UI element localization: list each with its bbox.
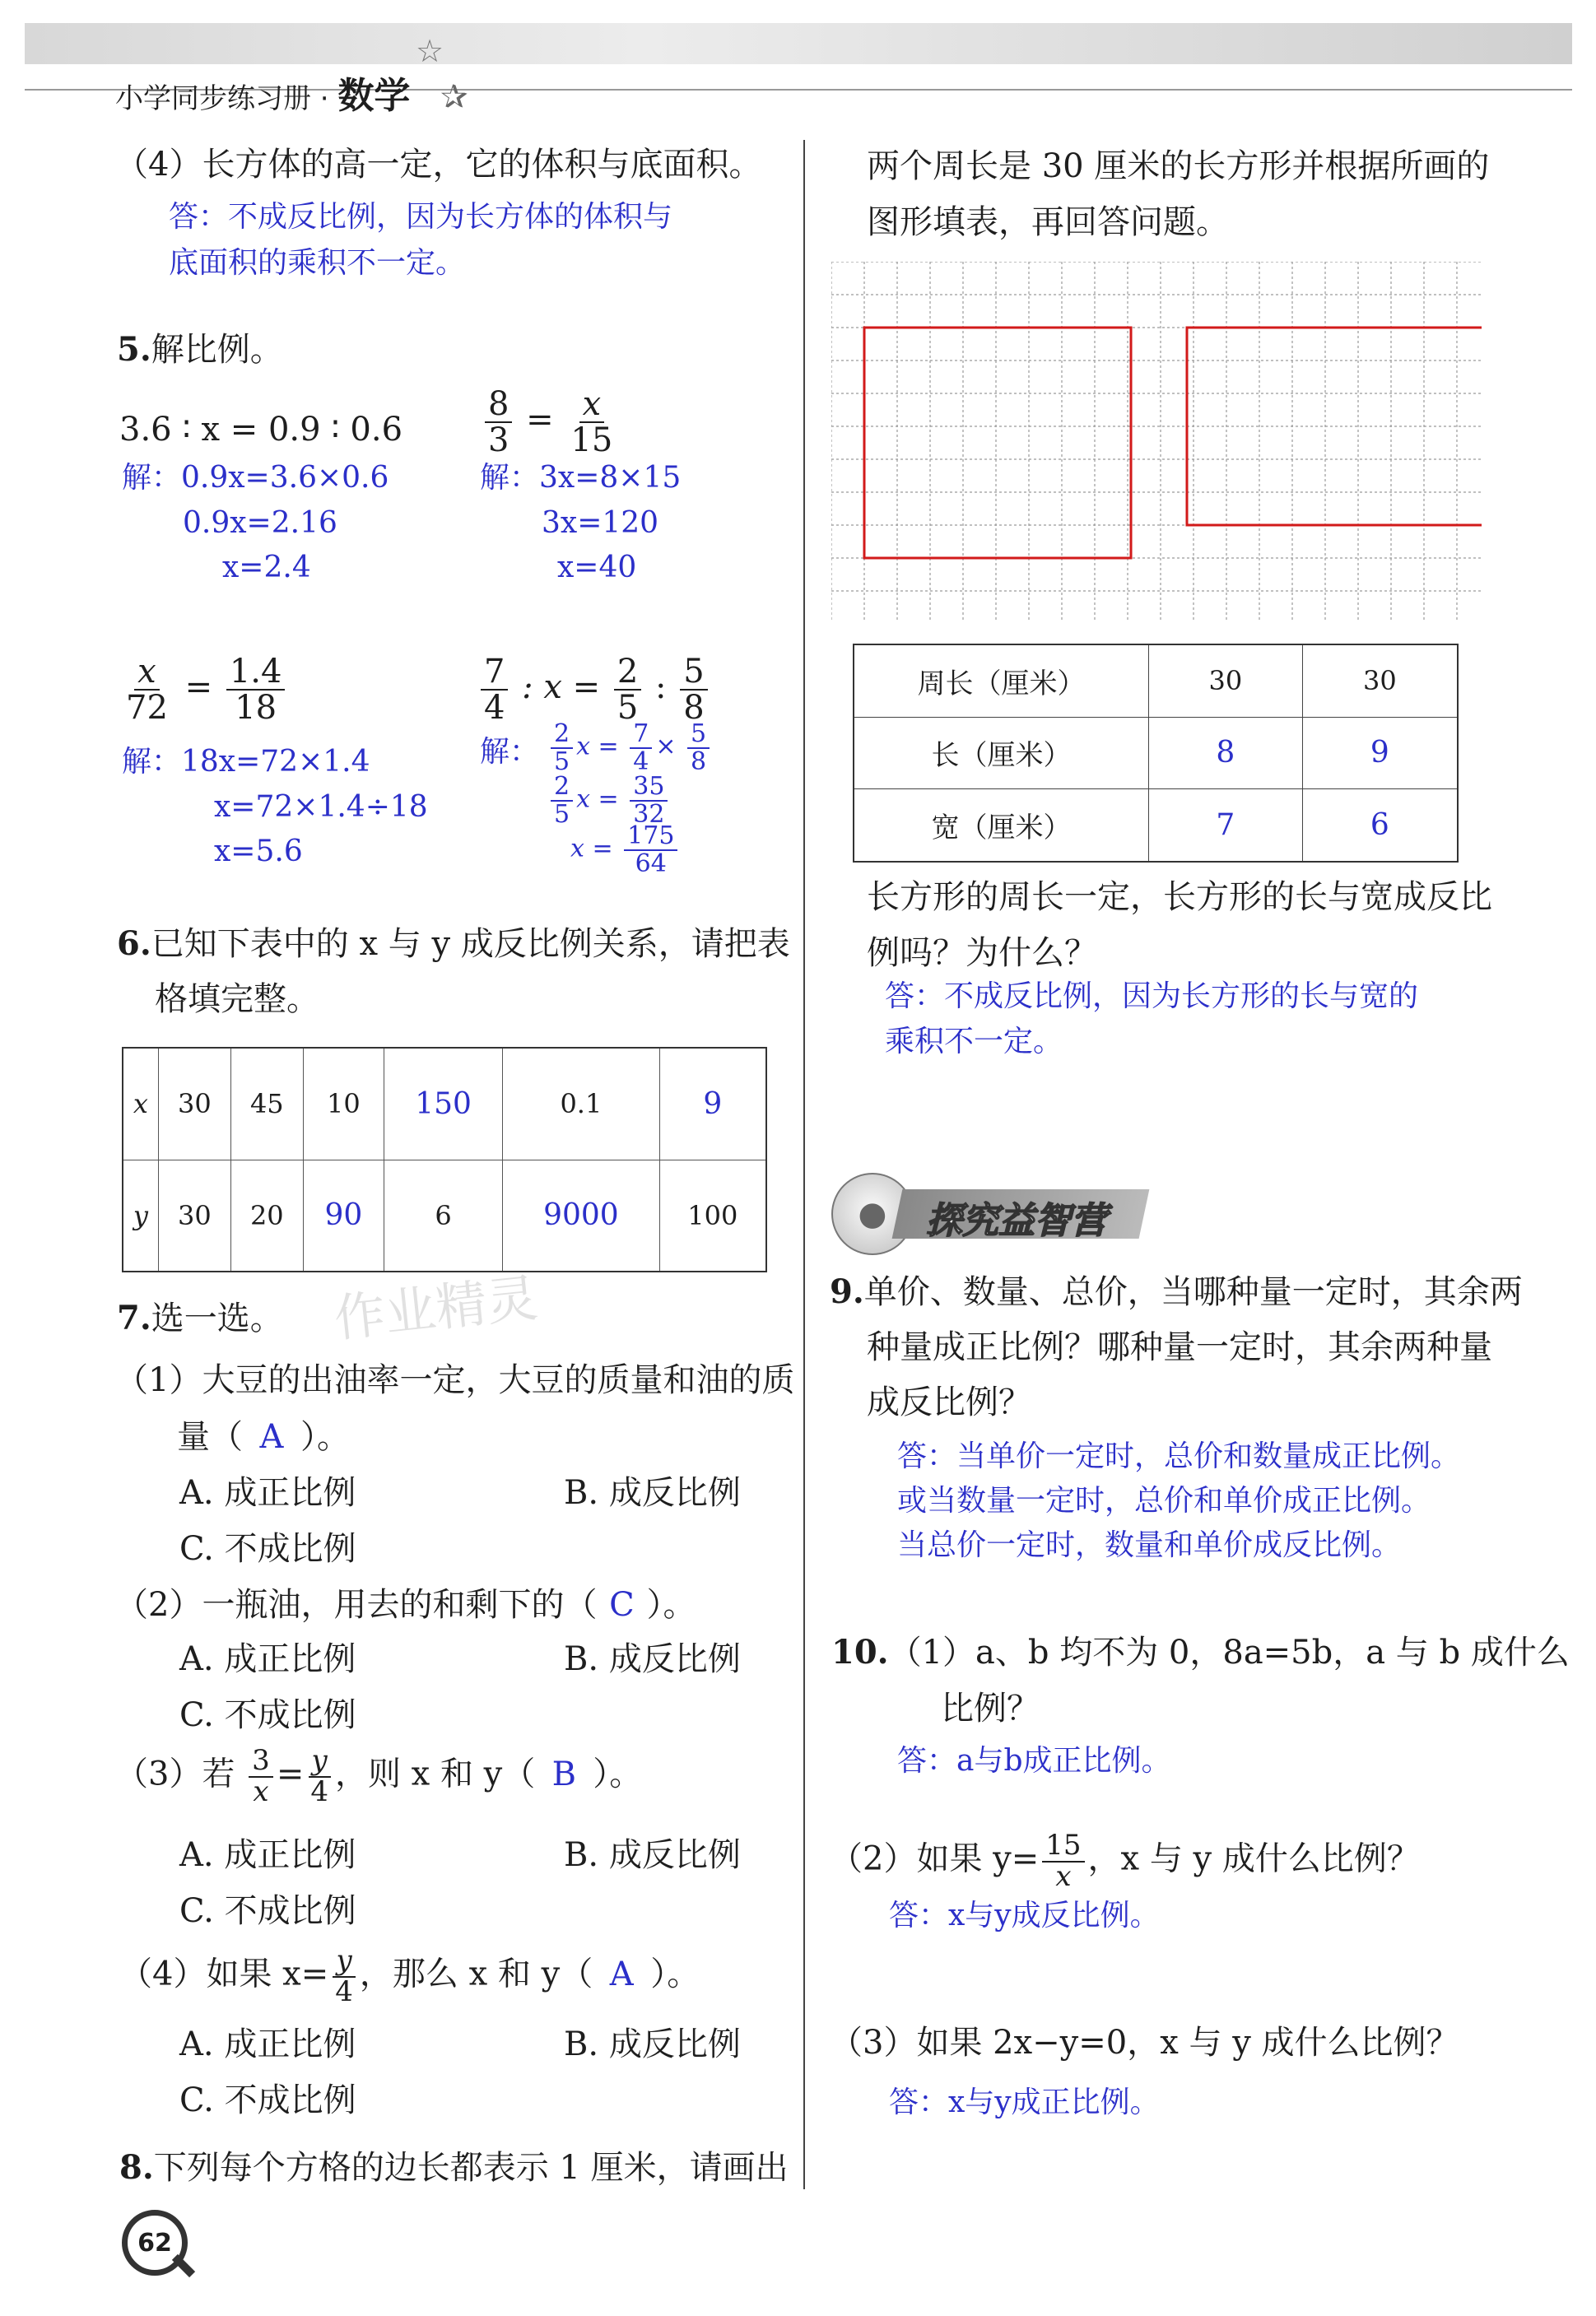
- q8-table: [853, 644, 1459, 863]
- q8-line2: 两个周长是 30 厘米的长方形并根据所画的: [867, 147, 1490, 185]
- header-bar: [25, 23, 1572, 64]
- q7-4-opt-b: B. 成反比例: [564, 2025, 741, 2063]
- q7-4: （4）如果 x= $\frac{y}{4}$ ，那么 x 和 y（ A ）。: [119, 1944, 700, 2008]
- table-cell: 100: [659, 1160, 766, 1272]
- q10-1-line1: 10.（1）a、b 均不为 0，8a=5b，a 与 b 成什么: [831, 1633, 1570, 1672]
- table-cell-answer: 9: [1302, 717, 1458, 788]
- q7-1-opt-c: C. 不成比例: [179, 1530, 356, 1568]
- q5d-step2: $\frac{2}{5}$ x = $\frac{35}{32}$: [547, 774, 671, 827]
- table-cell-answer: 9: [659, 1048, 766, 1160]
- q5b-step2: 3x=120: [542, 506, 659, 540]
- rectangle-1: [864, 328, 1131, 558]
- q7-1-line2: 量（ A ）。: [177, 1418, 350, 1456]
- q8-answer-line1: 答：不成反比例，因为长方形的长与宽的: [885, 979, 1419, 1013]
- q5a-step3: x=2.4: [222, 551, 311, 584]
- column-divider: [803, 140, 805, 2189]
- header-title: 小学同步练习册 · 数学: [115, 75, 411, 117]
- q7-1-opt-b: B. 成反比例: [564, 1474, 741, 1512]
- rectangle-2: [1187, 328, 1482, 525]
- q4-answer-line1: 答：不成反比例，因为长方体的体积与: [169, 200, 673, 234]
- q5b-step1: 解：3x=8×15: [480, 461, 682, 495]
- table-cell: 30: [158, 1160, 230, 1272]
- table-cell-answer: 8: [1149, 717, 1303, 788]
- q7-1-opt-a: A. 成正比例: [179, 1474, 356, 1512]
- q7-3-opt-c: C. 不成比例: [179, 1892, 356, 1930]
- q8-ask1: 长方形的周长一定，长方形的长与宽成反比: [867, 878, 1492, 916]
- q7-2: （2）一瓶油，用去的和剩下的（ C ）。: [115, 1586, 696, 1624]
- q9-line1: 9.单价、数量、总价，当哪种量一定时，其余两: [830, 1272, 1523, 1311]
- banner-label: 探究益智营: [926, 1200, 1107, 1242]
- q10-2: （2）如果 y= $\frac{15}{x}$ ，x 与 y 成什么比例？: [830, 1829, 1420, 1893]
- q7-2-opt-c: C. 不成比例: [179, 1696, 356, 1734]
- table-cell: 30: [1302, 644, 1458, 717]
- table-cell: 宽（厘米）: [854, 789, 1149, 862]
- q5d-step3: x = $\frac{175}{64}$: [570, 823, 681, 877]
- q10-1-answer: 答：a与b成正比例。: [897, 1744, 1171, 1778]
- q5a-equation: 3.6 ∶ x = 0.9 ∶ 0.6: [119, 411, 403, 449]
- q5a-step1: 解：0.9x=3.6×0.6: [122, 461, 389, 495]
- q7-3-opt-b: B. 成反比例: [564, 1836, 741, 1874]
- q4-answer-line2: 底面积的乘积不一定。: [169, 246, 466, 280]
- table-cell: 10: [303, 1048, 384, 1160]
- q5c-step2: x=72×1.4÷18: [214, 790, 428, 824]
- q9-line2: 种量成正比例？哪种量一定时，其余两种量: [867, 1328, 1492, 1366]
- table-cell: 6: [384, 1160, 502, 1272]
- q10-3: （3）如果 2x−y=0，x 与 y 成什么比例？: [830, 2024, 1459, 2062]
- table-cell-answer: 9000: [503, 1160, 659, 1272]
- table-cell: 30: [158, 1048, 230, 1160]
- q5d-equation: $\frac{7}{4}$ : x = $\frac{2}{5}$ : $\frac{5}{8}$: [477, 654, 711, 725]
- q9-line3: 成反比例？: [867, 1384, 1031, 1421]
- table-cell: x: [123, 1048, 158, 1160]
- section-banner: [831, 1173, 1161, 1255]
- q9-answer-line1: 答：当单价一定时，总价和数量成正比例。: [897, 1439, 1461, 1473]
- table-cell: 长（厘米）: [854, 717, 1149, 788]
- grid-paper: [831, 262, 1482, 620]
- page-number: 62: [137, 2228, 172, 2258]
- q7-2-opt-a: A. 成正比例: [179, 1640, 356, 1678]
- q8-line3: 图形填表，再回答问题。: [867, 203, 1229, 241]
- q7-title: 7.选一选。: [117, 1299, 283, 1337]
- table-cell: 20: [230, 1160, 303, 1272]
- q5a-step2: 0.9x=2.16: [183, 506, 337, 540]
- q8-answer-line2: 乘积不一定。: [885, 1025, 1063, 1058]
- watermark: 作业精灵: [331, 1267, 541, 1349]
- table-cell-answer: 90: [303, 1160, 384, 1272]
- table-cell-answer: 150: [384, 1048, 502, 1160]
- q8-ask2: 例吗？为什么？: [867, 934, 1097, 972]
- table-cell: 30: [1149, 644, 1303, 717]
- table-cell: 0.1: [503, 1048, 659, 1160]
- table-cell: 周长（厘米）: [854, 644, 1149, 717]
- pig-mascot-icon: ●: [831, 1173, 914, 1255]
- q8-line1: 8.下列每个方格的边长都表示 1 厘米，请画出: [119, 2148, 789, 2187]
- q6-table: [122, 1047, 767, 1272]
- q5b-equation: $\frac{8}{3}$ = $\frac{x}{15}$: [482, 387, 619, 458]
- q5c-equation: $\frac{x}{72}$ = $\frac{1.4}{18}$: [119, 654, 288, 725]
- q5d-label: 解：: [480, 735, 540, 769]
- q5-title: 5.解比例。: [117, 330, 283, 369]
- q7-4-opt-c: C. 不成比例: [179, 2081, 356, 2119]
- q6-line1: 6.已知下表中的 x 与 y 成反比例关系，请把表: [117, 924, 790, 963]
- table-cell: y: [123, 1160, 158, 1272]
- q7-1-line1: （1）大豆的出油率一定，大豆的质量和油的质: [115, 1361, 795, 1399]
- q10-1-line2: 比例？: [941, 1690, 1040, 1728]
- q10-2-answer: 答：x与y成反比例。: [889, 1899, 1160, 1932]
- q5b-step3: x=40: [557, 551, 637, 584]
- q10-3-answer: 答：x与y成正比例。: [889, 2086, 1160, 2119]
- q5d-step1: $\frac{2}{5}$ x = $\frac{7}{4}$ × $\frac{5}{8}$: [547, 721, 713, 774]
- q7-3-opt-a: A. 成正比例: [179, 1836, 356, 1874]
- table-cell-answer: 7: [1149, 789, 1303, 862]
- table-cell-answer: 6: [1302, 789, 1458, 862]
- star-icon: ☆: [416, 33, 444, 69]
- table-cell: 45: [230, 1048, 303, 1160]
- q5c-step3: x=5.6: [214, 835, 303, 868]
- q4-part: （4）长方体的高一定，它的体积与底面积。: [115, 146, 762, 184]
- q6-line2: 格填完整。: [155, 980, 319, 1018]
- q9-answer-line2: 或当数量一定时，总价和单价成正比例。: [897, 1484, 1431, 1518]
- q7-2-opt-b: B. 成反比例: [564, 1640, 741, 1678]
- q9-answer-line3: 当总价一定时，数量和单价成反比例。: [897, 1528, 1402, 1562]
- star-icon-small: ✰: [440, 78, 468, 116]
- q5c-step1: 解：18x=72×1.4: [122, 745, 370, 779]
- q7-3: （3）若 $\frac{3}{x}$ = $\frac{y}{4}$ ，则 x 和 y（ B ）。: [115, 1744, 643, 1808]
- q7-4-opt-a: A. 成正比例: [179, 2025, 356, 2063]
